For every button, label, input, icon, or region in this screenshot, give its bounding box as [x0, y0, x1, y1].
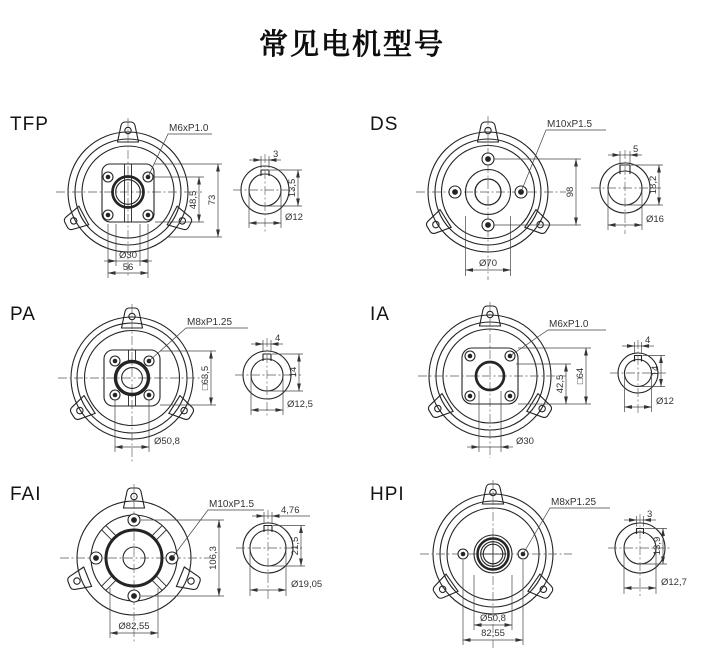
- section-hpi: [360, 470, 704, 655]
- hpi-shaft-diameter: Ø12,7: [661, 577, 687, 588]
- motor-label-fai: FAI: [10, 484, 42, 505]
- pa-thread-label: M8xP1.25: [187, 317, 233, 328]
- tfp-dim-width-inner: Ø30: [119, 250, 137, 261]
- section-fai: [0, 470, 360, 655]
- ds-thread-label: M10xP1.5: [547, 119, 593, 130]
- pa-dimensions: [115, 317, 248, 452]
- fai-shaft-diameter: Ø19,05: [291, 579, 323, 590]
- motor-label-ds: DS: [370, 114, 399, 135]
- pa-shaft-key-width: 4: [275, 333, 281, 344]
- ds-shaft-diameter: Ø16: [646, 214, 664, 225]
- ia-dim-width: Ø30: [516, 436, 534, 447]
- fai-drawing: [0, 470, 360, 655]
- tfp-dim-height-outer: 73: [207, 194, 218, 206]
- tfp-shaft-key-height: 13,5: [287, 178, 298, 198]
- ia-dim-height-outer: □64: [575, 367, 586, 385]
- pa-dim-height: □63,5: [200, 365, 211, 391]
- tfp-thread-label: M6xP1.0: [169, 123, 209, 134]
- tfp-dim-width-outer: 56: [122, 262, 134, 273]
- section-ds: [360, 100, 704, 290]
- tfp-shaft-diameter: Ø12: [285, 212, 303, 223]
- pa-shaft-key-height: 14: [288, 366, 299, 378]
- pa-flange: [58, 304, 208, 462]
- pa-drawing: [0, 290, 360, 470]
- tfp-drawing: [0, 100, 360, 290]
- tfp-shaft-key-width: 3: [273, 149, 279, 160]
- motor-label-hpi: HPI: [370, 484, 405, 505]
- motor-label-tfp: TFP: [10, 114, 49, 135]
- fai-shaft-key-height: 21,5: [290, 536, 301, 556]
- ds-drawing: [360, 100, 704, 290]
- hpi-drawing: [360, 470, 704, 655]
- ds-dim-width: Ø70: [479, 258, 497, 269]
- title-bar: [0, 0, 704, 100]
- hpi-dim-width-inner: Ø50,8: [480, 613, 506, 624]
- hpi-shaft: [608, 509, 687, 596]
- pa-shaft-diameter: Ø12,5: [287, 399, 313, 410]
- fai-thread-label: M10xP1.5: [209, 499, 255, 510]
- motor-label-ia: IA: [370, 304, 390, 325]
- ia-dim-height-inner: 42,5: [555, 374, 566, 394]
- pa-shaft: [235, 333, 313, 418]
- ds-dim-height: 98: [565, 186, 576, 198]
- fai-dim-height: 106,3: [208, 546, 219, 570]
- fai-dim-width: Ø82,55: [118, 621, 150, 632]
- fai-shaft-key-width: 4,76: [281, 505, 300, 516]
- ia-shaft-diameter: Ø12: [656, 396, 674, 407]
- page-title: 常见电机型号: [258, 29, 445, 61]
- ds-flange: [416, 116, 566, 280]
- ds-shaft-key-height: 18,2: [648, 175, 659, 195]
- fai-flange: [60, 484, 210, 642]
- section-pa: [0, 290, 360, 470]
- motor-label-pa: PA: [10, 304, 36, 325]
- section-tfp: [0, 100, 360, 290]
- ia-shaft: [610, 335, 674, 414]
- hpi-shaft-key-width: 3: [647, 509, 653, 520]
- ds-shaft-key-width: 5: [633, 144, 639, 155]
- ds-shaft: [591, 144, 664, 234]
- ia-thread-label: M6xP1.0: [549, 319, 589, 330]
- fai-shaft: [236, 505, 322, 600]
- tfp-shaft: [233, 149, 303, 232]
- hpi-shaft-key-height: 13,9: [652, 536, 663, 556]
- ia-shaft-key-height: 14: [650, 365, 661, 377]
- hpi-dim-width-outer: 82,55: [481, 628, 505, 639]
- section-ia: [360, 290, 704, 470]
- pa-dim-width: Ø50,8: [154, 436, 180, 447]
- ia-flange: [418, 302, 566, 458]
- ia-drawing: [360, 290, 704, 470]
- ia-shaft-key-width: 4: [645, 335, 651, 346]
- tfp-dim-height-inner: 48,5: [188, 190, 199, 210]
- hpi-thread-label: M8xP1.25: [551, 497, 597, 508]
